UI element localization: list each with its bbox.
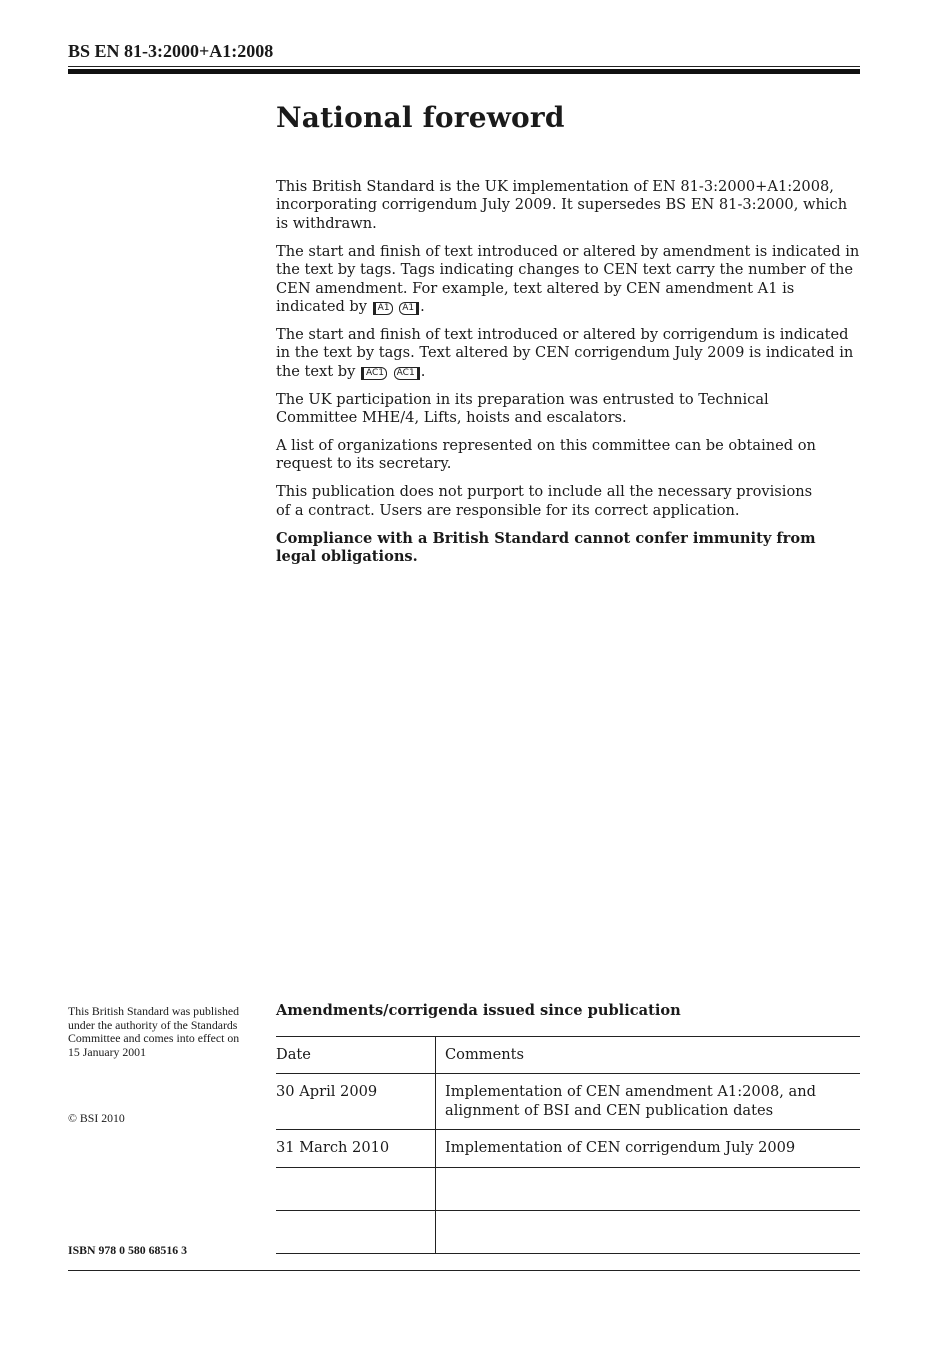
amendment-close-tag-icon: A1 xyxy=(399,302,419,315)
paragraph-implementation: This British Standard is the UK implementation of EN 81-3:2000+A1:2008, incorporating corrigendum July 2009. It supersedes BS EN 81-3:2000, which is withdrawn. xyxy=(276,178,848,232)
column-header-comments: Comments xyxy=(436,1037,861,1074)
paragraph-organizations: A list of organizations represented on this committee can be obtained on request to its secretary. xyxy=(276,436,816,473)
amendment-comment: Implementation of CEN amendment A1:2008, and alignment of BSI and CEN publication dates xyxy=(436,1074,861,1130)
amendments-heading: Amendments/corrigenda issued since publication xyxy=(276,1002,681,1019)
amendments-table xyxy=(276,1036,860,1254)
column-header-date: Date xyxy=(276,1037,436,1074)
amendment-tags-text: The start and finish of text introduced or altered by amendment is indicated in the text by tags. Tags indicating changes to CEN text carry the number of the CEN amendment. For example, text altered by CEN amendment A1 is indicated by xyxy=(276,242,860,315)
header-rule-thin xyxy=(68,66,860,67)
paragraph-corrigendum-tags: The start and finish of text introduced or altered by corrigendum is indicated in the text by tags. Text altered by CEN corrigendum July 2009 is indicated in the text by AC1 AC1 . xyxy=(276,325,854,380)
corrigendum-close-tag-icon: AC1 xyxy=(394,367,420,380)
corrigendum-open-tag-icon: AC1 xyxy=(361,367,387,380)
publication-note: This British Standard was published under the authority of the Standards Committee and comes into effect on 15 January 2001 xyxy=(68,1004,240,1059)
table-row-empty xyxy=(276,1167,860,1210)
foreword-body xyxy=(276,178,861,576)
page-title: National foreword xyxy=(276,101,565,134)
table-row xyxy=(276,1130,860,1167)
empty-comment-cell xyxy=(436,1210,861,1253)
amendment-open-tag-icon: A1 xyxy=(373,302,393,315)
isbn: ISBN 978 0 580 68516 3 xyxy=(68,1243,187,1257)
table-header-row xyxy=(276,1037,860,1074)
footer-rule xyxy=(68,1270,860,1271)
paragraph-compliance: Compliance with a British Standard cannot confer immunity from legal obligations. xyxy=(276,529,816,565)
document-code: BS EN 81-3:2000+A1:2008 xyxy=(68,41,274,61)
paragraph-committee: The UK participation in its preparation was entrusted to Technical Committee MHE/4, Lifts, hoists and escalators. xyxy=(276,390,769,426)
corrigendum-tags-text: The start and finish of text introduced or altered by corrigendum is indicated in the text by tags. Text altered by CEN corrigendum July 2009 is indicated in the text by xyxy=(276,325,854,380)
empty-date-cell xyxy=(276,1210,436,1253)
amendment-date: 31 March 2010 xyxy=(276,1130,436,1167)
copyright-notice: © BSI 2010 xyxy=(68,1111,125,1125)
paragraph-amendment-tags: The start and finish of text introduced or altered by amendment is indicated in the text by tags. Tags indicating changes to CEN text carry the number of the CEN amendment. For example, text altered by CEN amendment A1 is indicated by A1 A1 . xyxy=(276,242,860,315)
empty-comment-cell xyxy=(436,1167,861,1210)
empty-date-cell xyxy=(276,1167,436,1210)
header-rule-thick xyxy=(68,69,860,74)
amendment-date: 30 April 2009 xyxy=(276,1074,436,1130)
paragraph-contract: This publication does not purport to include all the necessary provisions of a contract. Users are responsible for its correct application. xyxy=(276,483,813,519)
amendment-comment: Implementation of CEN corrigendum July 2009 xyxy=(436,1130,861,1167)
table-row-empty xyxy=(276,1210,860,1253)
table-row xyxy=(276,1074,860,1130)
